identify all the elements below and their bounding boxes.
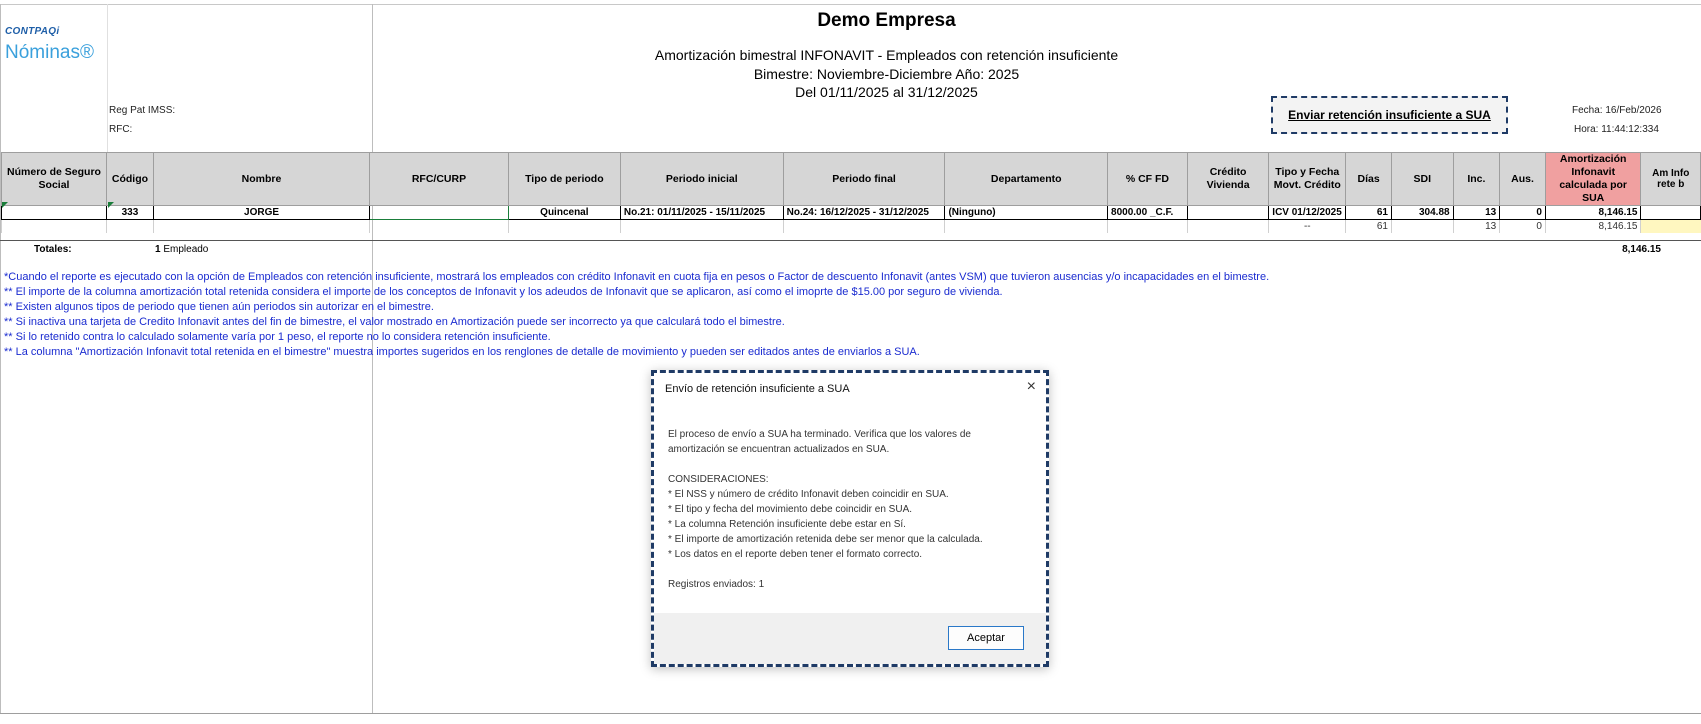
col-inc[interactable]: Inc. [1453, 153, 1500, 206]
cell-inc[interactable]: 13 [1453, 206, 1500, 220]
col-rfc-curp[interactable]: RFC/CURP [370, 153, 509, 206]
note-3: ** Existen algunos tipos de periodo que tienen aún periodos sin autorizar en el bimestre. [4, 301, 434, 313]
dialog-footer [654, 613, 1046, 664]
accept-button[interactable]: Aceptar [948, 626, 1024, 650]
col-dias[interactable]: Días [1346, 153, 1392, 206]
col-codigo[interactable]: Código [107, 153, 154, 206]
col-cf-fd[interactable]: % CF FD [1108, 153, 1188, 206]
report-time: Hora: 11:44:12:334 [1574, 124, 1659, 135]
cell-cf-fd[interactable]: 8000.00 _C.F. [1108, 206, 1188, 220]
cell-comment-marker [2, 202, 8, 208]
cell-credito[interactable] [1187, 206, 1268, 220]
cell-dias[interactable]: 61 [1346, 206, 1392, 220]
cell-nss[interactable] [2, 206, 107, 220]
table-row[interactable] [2, 206, 1701, 220]
subtotal-mov: -- [1269, 220, 1346, 234]
subtotal-aus: 0 [1500, 220, 1546, 234]
brand-label: CONTPAQi [5, 26, 60, 37]
cell-codigo[interactable]: 333 [107, 206, 154, 220]
consideration-item: * La columna Retención insuficiente debe estar en Sí. [668, 519, 906, 530]
cell-amortizacion[interactable]: 8,146.15 [1545, 206, 1641, 220]
note-1: *Cuando el reporte es ejecutado con la opción de Empleados con retención insuficiente, mostrará los empleados con crédito Infonavit en cuota fija en pesos o Factor de descuento Infonavit (antes VSM) que tuvieron ausencias y/o incapacidades en el bimestre. [4, 271, 1270, 283]
col-sdi[interactable]: SDI [1391, 153, 1453, 206]
close-icon[interactable]: × [1026, 378, 1036, 395]
col-departamento[interactable]: Departamento [945, 153, 1108, 206]
subtotal-retenida-cell[interactable] [1641, 220, 1701, 234]
subtotal-row [2, 220, 1701, 234]
rfc-label: RFC: [109, 124, 133, 135]
totals-count: 1 [155, 244, 161, 255]
dialog-message: El proceso de envío a SUA ha terminado. Verifica que los valores de amortización se encuentran actualizados en SUA. [668, 429, 971, 455]
cell-periodo-inicial[interactable]: No.21: 01/11/2025 - 15/11/2025 [620, 206, 783, 220]
cell-sdi[interactable]: 304.88 [1391, 206, 1453, 220]
col-aus[interactable]: Aus. [1500, 153, 1546, 206]
company-title: Demo Empresa [817, 10, 956, 31]
sua-dialog [651, 370, 1049, 667]
period-line: Bimestre: Noviembre-Diciembre Año: 2025 [753, 66, 1020, 82]
note-2: ** El importe de la columna amortización total retenida considera el importe de los conceptos de Infonavit y los adeudos de Infonavit que se aplicaron, así como el imoprte de $15.00 por seguro de vivienda. [4, 286, 1003, 298]
col-periodo-final[interactable]: Periodo final [783, 153, 945, 206]
cell-rfc[interactable] [370, 206, 509, 220]
dialog-body [668, 427, 1028, 592]
consideration-item: * El NSS y número de crédito Infonavit deben coincidir en SUA. [668, 489, 949, 500]
considerations-title: CONSIDERACIONES: [668, 474, 769, 485]
totals-label: Totales: [34, 244, 72, 255]
cell-comment-marker [108, 202, 114, 208]
subtotal-amort: 8,146.15 [1545, 220, 1641, 234]
col-nombre[interactable]: Nombre [153, 153, 369, 206]
dialog-title: Envío de retención insuficiente a SUA [665, 383, 850, 395]
col-periodo-inicial[interactable]: Periodo inicial [620, 153, 783, 206]
col-credito-vivienda[interactable]: Crédito Vivienda [1187, 153, 1268, 206]
cell-periodo-final[interactable]: No.24: 16/12/2025 - 31/12/2025 [783, 206, 945, 220]
note-6: ** La columna "Amortización Infonavit total retenida en el bimestre" muestra importes sugeridos en los renglones de detalle de movimiento y pueden ser editados antes de enviarlos a SUA. [4, 346, 920, 358]
col-amortizacion-sua[interactable]: Amortización Infonavit calculada por SUA [1545, 153, 1641, 206]
table-header-row [2, 153, 1701, 206]
subtotal-inc: 13 [1453, 220, 1500, 234]
cell-aus[interactable]: 0 [1500, 206, 1546, 220]
col-mov-credito[interactable]: Tipo y Fecha Movt. Crédito [1269, 153, 1346, 206]
consideration-item: * El tipo y fecha del movimiento debe coincidir en SUA. [668, 504, 913, 515]
product-name: Nóminas® [5, 42, 94, 63]
totals-amort: 8,146.15 [1622, 244, 1661, 255]
col-amortizacion-retenida[interactable]: Am Info rete b [1641, 153, 1701, 206]
consideration-item: * El importe de amortización retenida debe ser menor que la calculada. [668, 534, 983, 545]
note-5: ** Si lo retenido contra lo calculado solamente varía por 1 peso, el reporte no lo considera retención insuficiente. [4, 331, 551, 343]
records-sent: Registros enviados: 1 [668, 579, 765, 590]
cell-nombre[interactable]: JORGE [153, 206, 369, 220]
cell-tipo-periodo[interactable]: Quincenal [508, 206, 620, 220]
cell-mov-credito[interactable]: ICV 01/12/2025 [1269, 206, 1346, 220]
totals-count-group [155, 244, 208, 255]
cell-amort-retenida[interactable] [1641, 206, 1701, 220]
subtotal-dias: 61 [1346, 220, 1392, 234]
col-tipo-periodo[interactable]: Tipo de periodo [508, 153, 620, 206]
report-table [1, 152, 1701, 233]
report-date: Fecha: 16/Feb/2026 [1572, 105, 1662, 116]
totals-count-label: Empleado [163, 244, 209, 255]
note-4: ** Si inactiva una tarjeta de Credito Infonavit antes del fin de bimestre, el valor mostrado en Amortización puede ser incorrecto ya que calculará todo el bimestre. [4, 316, 785, 328]
send-sua-button[interactable]: Enviar retención insuficiente a SUA [1271, 96, 1508, 134]
report-title: Amortización bimestral INFONAVIT - Empleados con retención insuficiente [654, 47, 1119, 63]
consideration-item: * Los datos en el reporte deben tener el formato correcto. [668, 549, 923, 560]
date-range: Del 01/11/2025 al 31/12/2025 [795, 84, 978, 100]
col-nss[interactable]: Número de Seguro Social [2, 153, 107, 206]
cell-departamento[interactable]: (Ninguno) [945, 206, 1108, 220]
reg-pat-label: Reg Pat IMSS: [109, 105, 176, 116]
